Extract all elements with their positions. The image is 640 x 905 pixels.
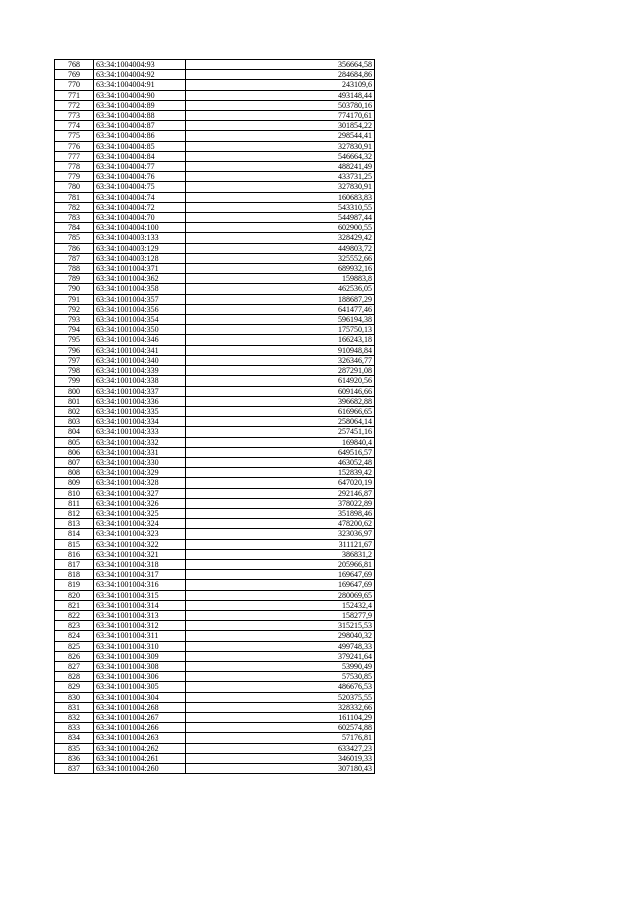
row-number-cell: 810 (55, 488, 94, 498)
cadastral-number-cell: 63:34:1004004:75 (94, 182, 186, 192)
row-number-cell: 806 (55, 447, 94, 457)
value-cell: 602574,88 (186, 723, 375, 733)
table-row (55, 437, 375, 447)
value-cell: 205966,81 (186, 559, 375, 569)
table-row (55, 549, 375, 559)
value-cell: 544987,44 (186, 213, 375, 223)
cadastral-number-cell: 63:34:1001004:311 (94, 631, 186, 641)
value-cell: 486676,53 (186, 682, 375, 692)
table-row (55, 294, 375, 304)
table-row (55, 121, 375, 131)
value-cell: 152839,42 (186, 468, 375, 478)
table-row (55, 223, 375, 233)
cadastral-number-cell: 63:34:1001004:350 (94, 325, 186, 335)
cadastral-number-cell: 63:34:1004003:129 (94, 243, 186, 253)
cadastral-number-cell: 63:34:1004004:90 (94, 90, 186, 100)
cadastral-number-cell: 63:34:1001004:318 (94, 559, 186, 569)
value-cell: 188687,29 (186, 294, 375, 304)
cadastral-number-cell: 63:34:1001004:336 (94, 396, 186, 406)
cadastral-number-cell: 63:34:1004004:89 (94, 100, 186, 110)
value-cell: 499748,33 (186, 641, 375, 651)
row-number-cell: 836 (55, 753, 94, 763)
table-row (55, 70, 375, 80)
value-cell: 57176,81 (186, 733, 375, 743)
value-cell: 356664,58 (186, 60, 375, 70)
value-cell: 161104,29 (186, 713, 375, 723)
table-row (55, 264, 375, 274)
table-row (55, 202, 375, 212)
value-cell: 462536,05 (186, 284, 375, 294)
value-cell: 478200,62 (186, 519, 375, 529)
cadastral-number-cell: 63:34:1004004:85 (94, 141, 186, 151)
cadastral-number-cell: 63:34:1004004:86 (94, 131, 186, 141)
value-cell: 169647,69 (186, 580, 375, 590)
row-number-cell: 800 (55, 386, 94, 396)
row-number-cell: 809 (55, 478, 94, 488)
cadastral-number-cell: 63:34:1004004:72 (94, 202, 186, 212)
cadastral-number-cell: 63:34:1004003:133 (94, 233, 186, 243)
row-number-cell: 829 (55, 682, 94, 692)
row-number-cell: 835 (55, 743, 94, 753)
cadastral-number-cell: 63:34:1001004:308 (94, 661, 186, 671)
value-cell: 493148,44 (186, 90, 375, 100)
cadastral-value-table (54, 59, 375, 774)
cadastral-number-cell: 63:34:1004004:92 (94, 70, 186, 80)
row-number-cell: 792 (55, 304, 94, 314)
value-cell: 633427,23 (186, 743, 375, 753)
table-row (55, 539, 375, 549)
cadastral-number-cell: 63:34:1004004:87 (94, 121, 186, 131)
cadastral-number-cell: 63:34:1001004:323 (94, 529, 186, 539)
table-row (55, 764, 375, 774)
row-number-cell: 768 (55, 60, 94, 70)
value-cell: 169840,4 (186, 437, 375, 447)
value-cell: 307180,43 (186, 764, 375, 774)
cadastral-number-cell: 63:34:1001004:267 (94, 713, 186, 723)
cadastral-number-cell: 63:34:1001004:305 (94, 682, 186, 692)
row-number-cell: 827 (55, 661, 94, 671)
table-row (55, 641, 375, 651)
cadastral-number-cell: 63:34:1004004:88 (94, 111, 186, 121)
cadastral-number-cell: 63:34:1001004:313 (94, 610, 186, 620)
value-cell: 449803,72 (186, 243, 375, 253)
value-cell: 647020,19 (186, 478, 375, 488)
row-number-cell: 791 (55, 294, 94, 304)
table-row (55, 406, 375, 416)
value-cell: 774170,61 (186, 111, 375, 121)
row-number-cell: 818 (55, 570, 94, 580)
cadastral-number-cell: 63:34:1001004:328 (94, 478, 186, 488)
table-row (55, 386, 375, 396)
value-cell: 257451,16 (186, 427, 375, 437)
cadastral-number-cell: 63:34:1001004:262 (94, 743, 186, 753)
table-row (55, 702, 375, 712)
table-row (55, 559, 375, 569)
row-number-cell: 816 (55, 549, 94, 559)
table-row (55, 651, 375, 661)
value-cell: 689932,16 (186, 264, 375, 274)
cadastral-number-cell: 63:34:1001004:330 (94, 457, 186, 467)
row-number-cell: 808 (55, 468, 94, 478)
value-cell: 616966,65 (186, 406, 375, 416)
table-row (55, 253, 375, 263)
cadastral-number-cell: 63:34:1001004:354 (94, 315, 186, 325)
table-row (55, 508, 375, 518)
table-row (55, 590, 375, 600)
value-cell: 326346,77 (186, 355, 375, 365)
row-number-cell: 783 (55, 213, 94, 223)
row-number-cell: 817 (55, 559, 94, 569)
table-row (55, 682, 375, 692)
cadastral-number-cell: 63:34:1001004:327 (94, 488, 186, 498)
row-number-cell: 779 (55, 172, 94, 182)
row-number-cell: 794 (55, 325, 94, 335)
table-row (55, 366, 375, 376)
row-number-cell: 802 (55, 406, 94, 416)
row-number-cell: 812 (55, 508, 94, 518)
value-cell: 298544,41 (186, 131, 375, 141)
cadastral-number-cell: 63:34:1001004:331 (94, 447, 186, 457)
cadastral-number-cell: 63:34:1001004:304 (94, 692, 186, 702)
cadastral-number-cell: 63:34:1001004:326 (94, 498, 186, 508)
value-cell: 284684,86 (186, 70, 375, 80)
row-number-cell: 793 (55, 315, 94, 325)
row-number-cell: 834 (55, 733, 94, 743)
table-row (55, 672, 375, 682)
cadastral-number-cell: 63:34:1004004:100 (94, 223, 186, 233)
value-cell: 175750,13 (186, 325, 375, 335)
value-cell: 602900,55 (186, 223, 375, 233)
table-row (55, 447, 375, 457)
table-row (55, 570, 375, 580)
row-number-cell: 807 (55, 457, 94, 467)
cadastral-number-cell: 63:34:1001004:312 (94, 621, 186, 631)
value-cell: 311121,67 (186, 539, 375, 549)
cadastral-number-cell: 63:34:1001004:329 (94, 468, 186, 478)
row-number-cell: 831 (55, 702, 94, 712)
table-row (55, 713, 375, 723)
row-number-cell: 801 (55, 396, 94, 406)
value-cell: 328332,66 (186, 702, 375, 712)
cadastral-number-cell: 63:34:1001004:356 (94, 304, 186, 314)
value-cell: 463052,48 (186, 457, 375, 467)
cadastral-number-cell: 63:34:1001004:339 (94, 366, 186, 376)
value-cell: 546664,32 (186, 151, 375, 161)
table-row (55, 141, 375, 151)
cadastral-number-cell: 63:34:1001004:333 (94, 427, 186, 437)
table-row (55, 692, 375, 702)
row-number-cell: 782 (55, 202, 94, 212)
table-row (55, 172, 375, 182)
table-row (55, 335, 375, 345)
table-row (55, 376, 375, 386)
row-number-cell: 780 (55, 182, 94, 192)
cadastral-number-cell: 63:34:1001004:310 (94, 641, 186, 651)
cadastral-number-cell: 63:34:1001004:325 (94, 508, 186, 518)
value-cell: 351898,46 (186, 508, 375, 518)
cadastral-number-cell: 63:34:1004004:91 (94, 80, 186, 90)
cadastral-number-cell: 63:34:1001004:260 (94, 764, 186, 774)
row-number-cell: 795 (55, 335, 94, 345)
cadastral-number-cell: 63:34:1001004:316 (94, 580, 186, 590)
row-number-cell: 825 (55, 641, 94, 651)
table-row (55, 60, 375, 70)
row-number-cell: 771 (55, 90, 94, 100)
row-number-cell: 786 (55, 243, 94, 253)
value-cell: 287291,08 (186, 366, 375, 376)
value-cell: 53990,49 (186, 661, 375, 671)
value-cell: 292146,87 (186, 488, 375, 498)
cadastral-number-cell: 63:34:1001004:340 (94, 355, 186, 365)
row-number-cell: 821 (55, 600, 94, 610)
row-number-cell: 828 (55, 672, 94, 682)
table-row (55, 355, 375, 365)
table-row (55, 100, 375, 110)
table-row (55, 90, 375, 100)
row-number-cell: 819 (55, 580, 94, 590)
row-number-cell: 788 (55, 264, 94, 274)
value-cell: 396682,88 (186, 396, 375, 406)
table-row (55, 631, 375, 641)
value-cell: 152432,4 (186, 600, 375, 610)
row-number-cell: 826 (55, 651, 94, 661)
value-cell: 298040,32 (186, 631, 375, 641)
value-cell: 379241,64 (186, 651, 375, 661)
cadastral-number-cell: 63:34:1001004:266 (94, 723, 186, 733)
cadastral-number-cell: 63:34:1001004:338 (94, 376, 186, 386)
table-row (55, 213, 375, 223)
row-number-cell: 811 (55, 498, 94, 508)
value-cell: 327830,91 (186, 141, 375, 151)
value-cell: 543310,55 (186, 202, 375, 212)
value-cell: 160683,83 (186, 192, 375, 202)
cadastral-number-cell: 63:34:1001004:371 (94, 264, 186, 274)
table-row (55, 304, 375, 314)
value-cell: 520375,55 (186, 692, 375, 702)
value-cell: 325552,66 (186, 253, 375, 263)
cadastral-number-cell: 63:34:1001004:315 (94, 590, 186, 600)
table-row (55, 192, 375, 202)
row-number-cell: 770 (55, 80, 94, 90)
value-cell: 346019,33 (186, 753, 375, 763)
table-row (55, 274, 375, 284)
cadastral-number-cell: 63:34:1001004:261 (94, 753, 186, 763)
cadastral-number-cell: 63:34:1001004:334 (94, 417, 186, 427)
cadastral-number-cell: 63:34:1001004:358 (94, 284, 186, 294)
value-cell: 280069,65 (186, 590, 375, 600)
value-cell: 301854,22 (186, 121, 375, 131)
row-number-cell: 774 (55, 121, 94, 131)
table-row (55, 457, 375, 467)
table-row (55, 733, 375, 743)
row-number-cell: 778 (55, 162, 94, 172)
row-number-cell: 823 (55, 621, 94, 631)
row-number-cell: 790 (55, 284, 94, 294)
cadastral-number-cell: 63:34:1001004:362 (94, 274, 186, 284)
value-cell: 641477,46 (186, 304, 375, 314)
row-number-cell: 773 (55, 111, 94, 121)
table-row (55, 151, 375, 161)
table-row (55, 243, 375, 253)
table-row (55, 519, 375, 529)
cadastral-number-cell: 63:34:1004004:74 (94, 192, 186, 202)
value-cell: 57530,85 (186, 672, 375, 682)
table-row (55, 621, 375, 631)
table-row (55, 753, 375, 763)
table-row (55, 396, 375, 406)
value-cell: 328429,42 (186, 233, 375, 243)
table-row (55, 111, 375, 121)
table-row (55, 131, 375, 141)
row-number-cell: 803 (55, 417, 94, 427)
row-number-cell: 820 (55, 590, 94, 600)
table-row (55, 488, 375, 498)
cadastral-number-cell: 63:34:1001004:321 (94, 549, 186, 559)
row-number-cell: 789 (55, 274, 94, 284)
table-row (55, 600, 375, 610)
table-row (55, 427, 375, 437)
cadastral-number-cell: 63:34:1004004:70 (94, 213, 186, 223)
row-number-cell: 777 (55, 151, 94, 161)
table-row (55, 661, 375, 671)
table-row (55, 345, 375, 355)
cadastral-number-cell: 63:34:1001004:322 (94, 539, 186, 549)
cadastral-number-cell: 63:34:1001004:337 (94, 386, 186, 396)
value-cell: 159883,8 (186, 274, 375, 284)
cadastral-number-cell: 63:34:1001004:346 (94, 335, 186, 345)
value-cell: 166243,18 (186, 335, 375, 345)
cadastral-number-cell: 63:34:1004004:77 (94, 162, 186, 172)
row-number-cell: 798 (55, 366, 94, 376)
value-cell: 386831,2 (186, 549, 375, 559)
value-cell: 378022,89 (186, 498, 375, 508)
row-number-cell: 787 (55, 253, 94, 263)
cadastral-number-cell: 63:34:1001004:341 (94, 345, 186, 355)
cadastral-number-cell: 63:34:1001004:357 (94, 294, 186, 304)
table-row (55, 580, 375, 590)
table-row (55, 233, 375, 243)
value-cell: 649516,57 (186, 447, 375, 457)
row-number-cell: 832 (55, 713, 94, 723)
row-number-cell: 837 (55, 764, 94, 774)
cadastral-number-cell: 63:34:1004003:128 (94, 253, 186, 263)
row-number-cell: 781 (55, 192, 94, 202)
table-row (55, 529, 375, 539)
table-row (55, 723, 375, 733)
value-cell: 169647,69 (186, 570, 375, 580)
value-cell: 243109,6 (186, 80, 375, 90)
value-cell: 315215,53 (186, 621, 375, 631)
value-cell: 327830,91 (186, 182, 375, 192)
cadastral-number-cell: 63:34:1001004:268 (94, 702, 186, 712)
table-row (55, 468, 375, 478)
row-number-cell: 772 (55, 100, 94, 110)
value-cell: 433731,25 (186, 172, 375, 182)
cadastral-number-cell: 63:34:1001004:309 (94, 651, 186, 661)
value-cell: 609146,66 (186, 386, 375, 396)
row-number-cell: 804 (55, 427, 94, 437)
cadastral-number-cell: 63:34:1001004:263 (94, 733, 186, 743)
row-number-cell: 833 (55, 723, 94, 733)
table-body (55, 60, 375, 774)
value-cell: 258064,14 (186, 417, 375, 427)
value-cell: 488241,49 (186, 162, 375, 172)
cadastral-number-cell: 63:34:1001004:317 (94, 570, 186, 580)
table-row (55, 182, 375, 192)
cadastral-number-cell: 63:34:1001004:335 (94, 406, 186, 416)
row-number-cell: 784 (55, 223, 94, 233)
table-row (55, 162, 375, 172)
row-number-cell: 815 (55, 539, 94, 549)
row-number-cell: 799 (55, 376, 94, 386)
value-cell: 910948,84 (186, 345, 375, 355)
row-number-cell: 814 (55, 529, 94, 539)
row-number-cell: 785 (55, 233, 94, 243)
cadastral-number-cell: 63:34:1004004:84 (94, 151, 186, 161)
table-row (55, 498, 375, 508)
table-row (55, 743, 375, 753)
row-number-cell: 822 (55, 610, 94, 620)
row-number-cell: 830 (55, 692, 94, 702)
row-number-cell: 776 (55, 141, 94, 151)
value-cell: 596194,38 (186, 315, 375, 325)
value-cell: 503780,16 (186, 100, 375, 110)
value-cell: 323036,97 (186, 529, 375, 539)
cadastral-number-cell: 63:34:1001004:324 (94, 519, 186, 529)
row-number-cell: 824 (55, 631, 94, 641)
cadastral-number-cell: 63:34:1004004:76 (94, 172, 186, 182)
row-number-cell: 797 (55, 355, 94, 365)
row-number-cell: 805 (55, 437, 94, 447)
value-cell: 158277,9 (186, 610, 375, 620)
row-number-cell: 775 (55, 131, 94, 141)
table-row (55, 315, 375, 325)
cadastral-number-cell: 63:34:1001004:306 (94, 672, 186, 682)
table-row (55, 417, 375, 427)
table-row (55, 478, 375, 488)
table-row (55, 325, 375, 335)
row-number-cell: 813 (55, 519, 94, 529)
table-row (55, 284, 375, 294)
cadastral-number-cell: 63:34:1001004:314 (94, 600, 186, 610)
row-number-cell: 796 (55, 345, 94, 355)
cadastral-number-cell: 63:34:1004004:93 (94, 60, 186, 70)
table-row (55, 80, 375, 90)
cadastral-number-cell: 63:34:1001004:332 (94, 437, 186, 447)
value-cell: 614920,56 (186, 376, 375, 386)
row-number-cell: 769 (55, 70, 94, 80)
table-row (55, 610, 375, 620)
